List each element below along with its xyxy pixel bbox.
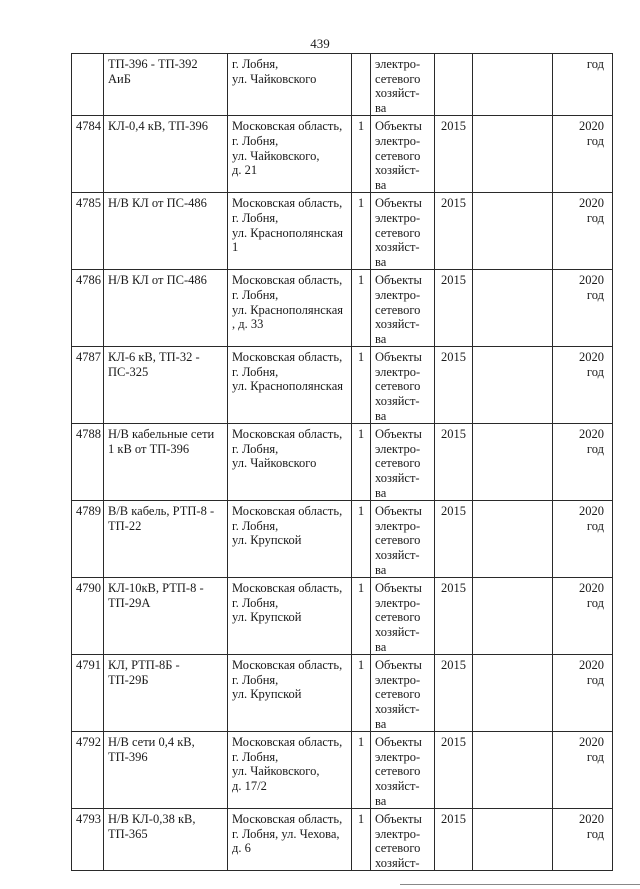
cell-line: Н/В КЛ от ПС-486 [108,196,207,211]
empty-cell [473,809,553,871]
cell-line: 2020 [579,350,604,365]
cell-line: Московская область, [232,196,343,211]
cell-line: Московская область, [232,273,343,288]
cell-line: электро- [375,133,421,148]
cell-line: КЛ, РТП-8Б - [108,658,180,673]
object-type-cell [371,501,435,578]
table-row [72,424,613,501]
row-number-cell: 4785 [72,193,104,270]
cell-line: г. Лобня, ул. Чехова, [232,826,340,841]
object-type-cell [371,809,435,871]
cell-line: ва [375,562,387,577]
empty-cell [473,116,553,193]
cell-line: ТП-396 [108,749,148,764]
object-name-cell [104,424,228,501]
cell-line: электро- [375,210,421,225]
cell-line: д. 21 [232,163,258,178]
cell-line: ул. Краснополянская [232,379,343,394]
table-row [72,578,613,655]
address-cell [228,732,352,809]
cell-line: Н/В кабельные сети [108,427,215,442]
cell-line: год [586,364,604,379]
cell-line: ул. Крупской [232,610,302,625]
address-cell [228,116,352,193]
cell-line: Объекты [375,735,422,750]
completion-year-cell [553,270,613,347]
completion-year-cell [553,655,613,732]
cell-line: ва [375,716,387,731]
cell-line: 2020 [579,427,604,442]
cell-line: электро- [375,364,421,379]
cell-line: год [586,210,604,225]
object-name-cell [104,54,228,116]
quantity-cell: 1 [352,809,371,871]
page-number: 439 [310,36,330,51]
object-name-cell [104,732,228,809]
cell-line: 2020 [579,658,604,673]
year-cell: 2015 [435,501,473,578]
row-number-cell: 4786 [72,270,104,347]
year-cell: 2015 [435,655,473,732]
cell-line: ул. Краснополянская [232,225,343,240]
quantity-cell: 1 [352,578,371,655]
cell-line: год [586,749,604,764]
year-cell: 2015 [435,270,473,347]
cell-line: ва [375,639,387,654]
quantity-cell: 1 [352,732,371,809]
cell-line: г. Лобня, [232,287,279,302]
cell-line: Московская область, [232,119,343,134]
cell-line: Объекты [375,658,422,673]
cell-line: д. 6 [232,841,251,856]
empty-cell [473,578,553,655]
completion-year-cell [553,54,613,116]
cell-line: Московская область, [232,504,343,519]
year-cell: 2015 [435,193,473,270]
object-type-cell [371,347,435,424]
completion-year-cell [553,116,613,193]
cell-line: г. Лобня, [232,518,279,533]
cell-line: ТП-365 [108,826,148,841]
cell-line: хозяйст- [375,240,420,255]
table-row [72,501,613,578]
quantity-cell: 1 [352,270,371,347]
address-cell [228,347,352,424]
cell-line: хозяйст- [375,163,420,178]
object-name-cell [104,116,228,193]
object-type-cell [371,116,435,193]
year-cell: 2015 [435,116,473,193]
cell-line: 2020 [579,196,604,211]
empty-cell [473,732,553,809]
address-cell [228,193,352,270]
cell-line: 2020 [579,812,604,827]
cell-line: электро- [375,672,421,687]
cell-line: хозяйст- [375,317,420,332]
object-name-cell [104,270,228,347]
cell-line: Н/В КЛ от ПС-486 [108,273,207,288]
table-row [72,732,613,809]
cell-line: Московская область, [232,812,343,827]
cell-line: Н/В КЛ-0,38 кВ, [108,812,196,827]
cell-line: сетевого [375,456,421,471]
cell-line: Объекты [375,812,422,827]
cell-line: , д. 33 [232,317,264,332]
cell-line: ва [375,100,387,115]
cell-line: г. Лобня, [232,57,279,71]
empty-cell [473,501,553,578]
cell-line: ул. Крупской [232,533,302,548]
row-number-cell: 4784 [72,116,104,193]
table-row [72,270,613,347]
cell-line: год [586,595,604,610]
object-type-cell [371,54,435,116]
cell-line: Московская область, [232,427,343,442]
cell-line: сетевого [375,302,421,317]
cell-line: электро- [375,749,421,764]
quantity-cell: 1 [352,655,371,732]
object-type-cell [371,732,435,809]
object-name-cell [104,655,228,732]
cell-line: ул. Чайковского [232,71,317,86]
quantity-cell: 1 [352,116,371,193]
cell-line: электро- [375,826,421,841]
cell-line: Московская область, [232,735,343,750]
address-cell [228,655,352,732]
cell-line: г. Лобня, [232,364,279,379]
cell-line: Объекты [375,504,422,519]
cell-line: год [586,672,604,687]
row-number-cell: 4789 [72,501,104,578]
row-number-cell: 4792 [72,732,104,809]
cell-line: ТП-29А [108,595,151,610]
completion-year-cell [553,732,613,809]
cell-line: ва [375,485,387,500]
year-cell: 2015 [435,809,473,871]
cell-line: хозяйст- [375,778,420,793]
year-cell: 2015 [435,732,473,809]
cell-line: ул. Чайковского, [232,148,320,163]
cell-line: Н/В сети 0,4 кВ, [108,735,195,750]
cell-line: 2020 [579,119,604,134]
quantity-cell: 1 [352,501,371,578]
year-cell: 2015 [435,347,473,424]
row-number-cell: 4787 [72,347,104,424]
cell-line: хозяйст- [375,548,420,562]
cell-line: ул. Крупской [232,687,302,702]
address-cell [228,270,352,347]
cell-line: электро- [375,57,421,71]
cell-line: сетевого [375,764,421,779]
empty-cell [473,655,553,732]
quantity-cell [352,54,371,116]
object-type-cell [371,655,435,732]
cell-line: АиБ [108,71,131,86]
completion-year-cell [553,578,613,655]
cell-line: Объекты [375,427,422,442]
empty-cell [473,347,553,424]
completion-year-cell [553,347,613,424]
cell-line: год [586,133,604,148]
cell-line: электро- [375,441,421,456]
year-cell: 2015 [435,578,473,655]
table-row [72,54,613,116]
cell-line: ва [375,331,387,346]
cell-line: сетевого [375,841,421,856]
completion-year-cell [553,193,613,270]
table-row [72,193,613,270]
object-type-cell [371,193,435,270]
cell-line: год [586,441,604,456]
cell-line: хозяйст- [375,701,420,716]
cell-line: В/В кабель, РТП-8 - [108,504,215,519]
cell-line: г. Лобня, [232,133,279,148]
cell-line: год [586,57,604,71]
cell-line: Объекты [375,196,422,211]
year-cell [435,54,473,116]
year-cell: 2015 [435,424,473,501]
cell-line: ул. Краснополянская [232,302,343,317]
cell-line: Объекты [375,350,422,365]
cell-line: КЛ-0,4 кВ, ТП-396 [108,119,208,134]
address-cell [228,809,352,871]
address-cell [228,501,352,578]
cell-line: хозяйст- [375,394,420,409]
object-type-cell [371,270,435,347]
cell-line: 1 [232,240,239,255]
row-number-cell: 4793 [72,809,104,871]
empty-cell [473,424,553,501]
cell-line: Московская область, [232,581,343,596]
cell-line: 2020 [579,273,604,288]
completion-year-cell [553,424,613,501]
object-name-cell [104,193,228,270]
cell-line: сетевого [375,610,421,625]
cell-line: электро- [375,518,421,533]
cell-line: Московская область, [232,658,343,673]
quantity-cell: 1 [352,347,371,424]
cell-line: ТП-22 [108,518,142,533]
cell-line: сетевого [375,71,421,86]
cell-line: ул. Чайковского, [232,764,320,779]
cell-line: г. Лобня, [232,749,279,764]
address-cell [228,54,352,116]
cell-line: Объекты [375,119,422,134]
cell-line: г. Лобня, [232,595,279,610]
completion-year-cell [553,809,613,871]
cell-line: ва [375,254,387,269]
cell-line: Московская область, [232,350,343,365]
cell-line: хозяйст- [375,86,420,101]
cell-line: сетевого [375,225,421,240]
cell-line: ТП-29Б [108,672,149,687]
row-number-cell [72,54,104,116]
row-number-cell: 4788 [72,424,104,501]
row-number-cell: 4791 [72,655,104,732]
cell-line: г. Лобня, [232,441,279,456]
completion-year-cell [553,501,613,578]
cell-line: Объекты [375,273,422,288]
cell-line: КЛ-6 кВ, ТП-32 - [108,350,200,365]
cell-line: 2020 [579,735,604,750]
table-row [72,809,613,871]
table-body [72,54,613,871]
object-name-cell [104,809,228,871]
empty-cell [473,54,553,116]
table-row [72,655,613,732]
quantity-cell: 1 [352,193,371,270]
cell-line: ва [375,793,387,808]
cell-line: ва [375,177,387,192]
table-row [72,347,613,424]
cell-line: ТП-396 - ТП-392 [108,57,198,71]
object-name-cell [104,578,228,655]
cell-line: КЛ-10кВ, РТП-8 - [108,581,204,596]
cell-line: хозяйст- [375,624,420,639]
cell-line: год [586,287,604,302]
cell-line: ва [375,408,387,423]
cell-line: ПС-325 [108,364,149,379]
registry-table [71,53,613,871]
cell-line: г. Лобня, [232,210,279,225]
cell-line: 2020 [579,504,604,519]
cell-line: электро- [375,595,421,610]
cell-line: сетевого [375,148,421,163]
row-number-cell: 4790 [72,578,104,655]
cell-line: 2020 [579,581,604,596]
cell-line: г. Лобня, [232,672,279,687]
cell-line: 1 кВ от ТП-396 [108,441,190,456]
cell-line: хозяйст- [375,471,420,486]
cell-line: электро- [375,287,421,302]
cell-line: год [586,518,604,533]
cell-line: сетевого [375,533,421,548]
cell-line: сетевого [375,687,421,702]
object-name-cell [104,501,228,578]
scan-edge-line [400,884,640,885]
cell-line: д. 17/2 [232,778,267,793]
address-cell [228,578,352,655]
address-cell [228,424,352,501]
cell-line: год [586,826,604,841]
cell-line: хозяйст- [375,855,420,870]
cell-line: ул. Чайковского [232,456,317,471]
cell-line: сетевого [375,379,421,394]
table-row [72,116,613,193]
empty-cell [473,270,553,347]
empty-cell [473,193,553,270]
object-type-cell [371,424,435,501]
object-type-cell [371,578,435,655]
cell-line: Объекты [375,581,422,596]
object-name-cell [104,347,228,424]
quantity-cell: 1 [352,424,371,501]
